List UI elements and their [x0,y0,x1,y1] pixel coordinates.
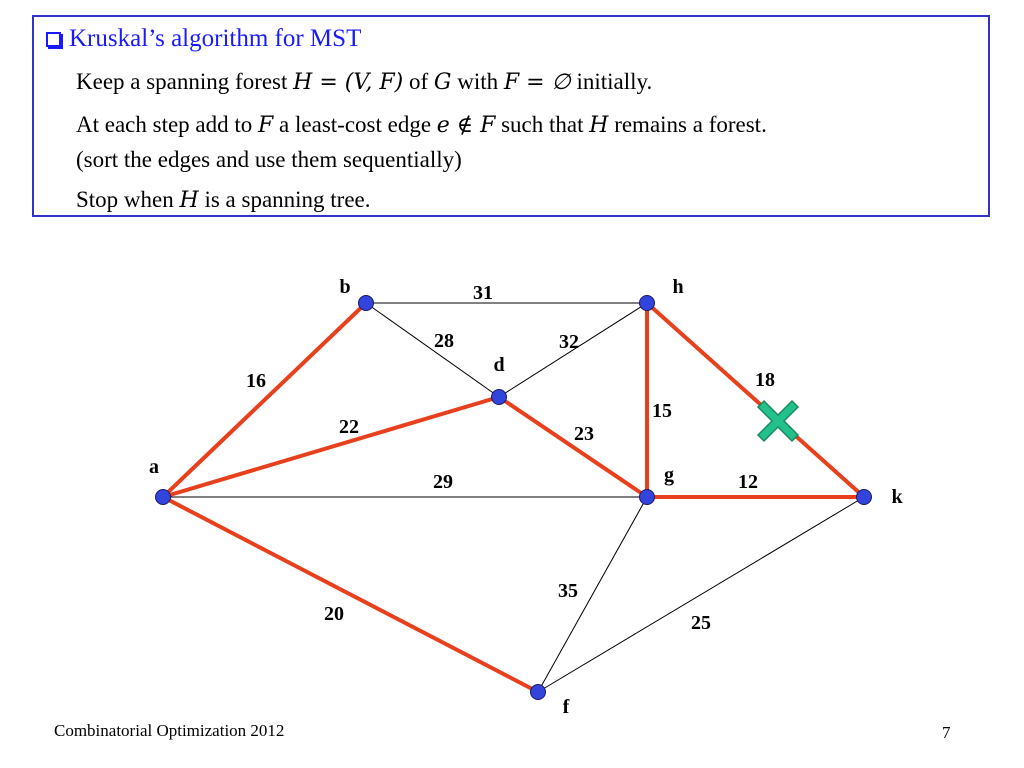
edge-b-d [366,303,499,397]
math-segment: e ∉ F [436,113,496,138]
edge-weight-f-k: 25 [691,612,711,634]
node-a [156,490,171,505]
node-label-f: f [562,696,570,718]
text-segment: initially. [570,69,653,94]
edge-h-k [647,303,864,497]
edge-a-f [163,497,538,692]
math-segment: H [589,113,609,138]
node-h [640,296,655,311]
text-segment: of [403,69,434,94]
text-segment: Stop when [76,187,180,212]
edge-weight-g-k: 12 [738,471,758,493]
math-segment: F [258,113,274,138]
edge-weight-a-g: 29 [433,471,453,493]
edge-weight-b-d: 28 [434,330,454,352]
node-k [857,490,872,505]
node-g [640,490,655,505]
edge-weight-g-f: 35 [558,580,578,602]
edge-weight-a-b: 16 [246,370,266,392]
line-sort-edges: (sort the edges and use them sequentially) [76,147,462,172]
edge-g-f [538,497,647,692]
text-segment: such that [495,112,590,137]
node-label-g: g [664,464,674,486]
edges-layer [163,303,864,692]
math-segment: H [179,188,199,213]
text-segment: remains a forest. [608,112,767,137]
x-mark-icon [758,401,798,441]
node-b [359,296,374,311]
node-label-k: k [891,486,903,508]
edge-weight-h-k: 18 [755,369,775,391]
text-segment: with [451,69,504,94]
edge-f-k [538,497,864,692]
text-segment: is a spanning tree. [198,187,371,212]
math-segment: H = (V, F) [293,70,404,95]
node-label-d: d [493,354,505,376]
math-segment: G [433,70,452,95]
text-segment: At each step add to [76,112,259,137]
node-label-a: a [149,456,159,478]
math-segment: F = ∅ [503,70,571,95]
node-label-b: b [339,276,351,298]
edge-d-g [499,397,647,497]
edge-weight-d-g: 23 [574,423,594,445]
x-mark-shape [758,401,798,441]
edge-weight-a-f: 20 [324,603,344,625]
node-d [492,390,507,405]
edge-weight-h-g: 15 [652,400,672,422]
slide-title-text: Kruskal’s algorithm for MST [69,25,362,52]
edge-weight-h-d: 32 [559,331,579,353]
edge-weight-b-h: 31 [473,282,493,304]
page-number: 7 [942,723,951,742]
text-segment: a least-cost edge [273,112,437,137]
node-label-h: h [672,276,684,298]
footer-text: Combinatorial Optimization 2012 [54,721,285,740]
node-f [531,685,546,700]
text-segment: Keep a spanning forest [76,69,294,94]
edge-weight-a-d: 22 [339,416,359,438]
